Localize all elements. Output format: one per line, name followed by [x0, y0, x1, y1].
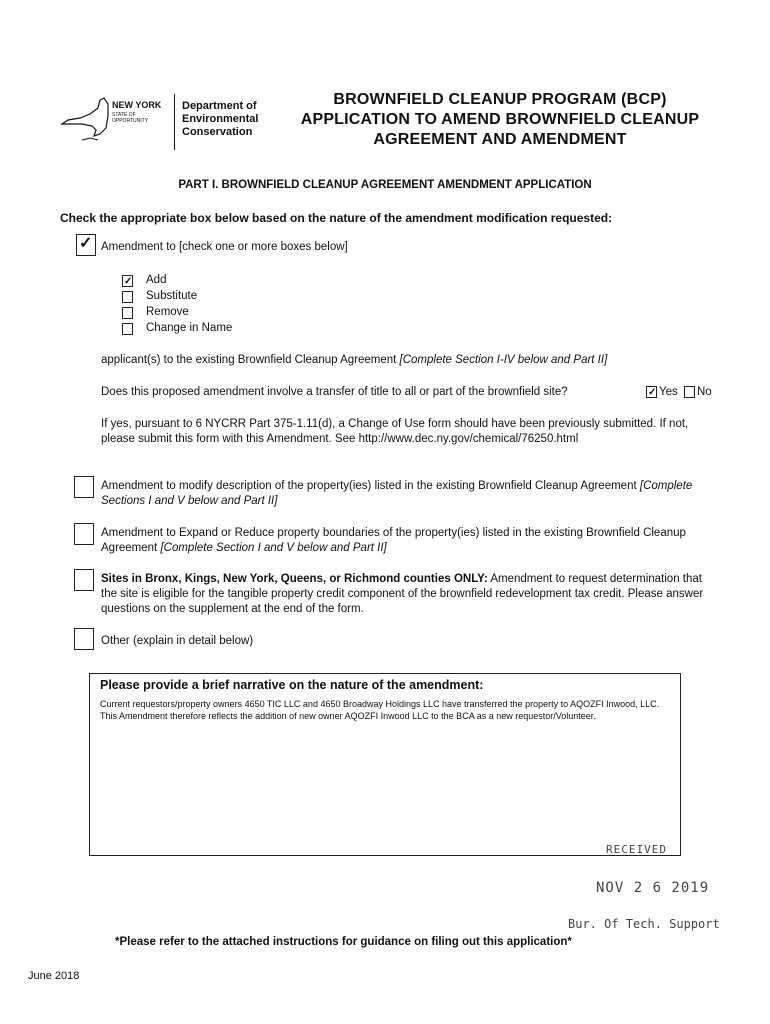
modify-description-text: Amendment to modify description of the property(ies) listed in the existing Brownfield Cleanup Agreement [Complete Sections I and V below and Part II]	[101, 480, 693, 507]
other-checkbox[interactable]	[74, 628, 94, 650]
logo-divider	[174, 94, 175, 150]
applicant-text: applicant(s) to the existing Brownfield Cleanup Agreement [Complete Section I-IV below and Part II]	[101, 354, 608, 366]
counties-text: Sites in Bronx, Kings, New York, Queens, or Richmond counties ONLY: Amendment to request determination that the site is eligible for the tangible property credit component of the brownfield redevelopment tax credit. Please answer questions on the supplement at the end of the form.	[101, 573, 704, 615]
option-substitute-checkbox[interactable]	[122, 291, 133, 303]
logo-state-name: NEW YORK	[112, 100, 162, 110]
footnote: *Please refer to the attached instructions for guidance on filing out this application*	[115, 936, 572, 948]
expand-reduce-text: Amendment to Expand or Reduce property boundaries of the property(ies) listed in the existing Brownfield Cleanup Agreement [Complete Section I and V below and Part II]	[101, 527, 686, 554]
received-stamp: RECEIVED	[606, 843, 667, 856]
revision-date: June 2018	[28, 970, 80, 982]
transfer-no-label: No	[697, 386, 712, 398]
option-change-name-label: Change in Name	[146, 322, 233, 334]
received-date-stamp: NOV 2 6 2019	[596, 880, 710, 896]
modify-description-checkbox[interactable]	[74, 476, 94, 498]
option-change-name-checkbox[interactable]	[122, 323, 133, 335]
transfer-yes-label: Yes	[659, 386, 678, 398]
counties-checkbox[interactable]	[74, 569, 94, 591]
logo-department-name: Department of Environmental Conservation	[182, 100, 259, 138]
form-title: BROWNFIELD CLEANUP PROGRAM (BCP) APPLICATION TO AMEND BROWNFIELD CLEANUP AGREEMENT AND AMENDMENT	[300, 91, 700, 148]
option-add-label: Add	[146, 274, 167, 286]
transfer-no-checkbox[interactable]	[684, 386, 695, 398]
transfer-yes-checkbox[interactable]	[646, 386, 657, 398]
checkmark-icon: ✓	[79, 235, 93, 252]
instructions-text: Check the appropriate box below based on the nature of the amendment modification requested:	[60, 211, 613, 225]
checkmark-icon: ✓	[124, 276, 133, 287]
amendment-to-checkbox[interactable]	[76, 234, 96, 256]
checkmark-icon: ✓	[648, 387, 657, 398]
new-york-state-outline-icon	[60, 94, 112, 146]
logo-state-subtitle: STATE OF OPPORTUNITY	[112, 112, 149, 124]
other-label: Other (explain in detail below)	[101, 635, 254, 647]
expand-reduce-checkbox[interactable]	[74, 523, 94, 545]
part-heading: PART I. BROWNFIELD CLEANUP AGREEMENT AMENDMENT APPLICATION	[178, 179, 592, 191]
narrative-box[interactable]	[89, 673, 681, 856]
amendment-to-label: Amendment to [check one or more boxes below]	[101, 241, 348, 253]
narrative-body: Current requestors/property owners 4650 TIC LLC and 4650 Broadway Holdings LLC have transferred the property to AQOZFI Inwood, LLC. This Amendment therefore reflects the addition of new owner AQOZFI Inwood LLC to the BCA as a new requestor/Volunteer.	[100, 699, 660, 721]
narrative-title: Please provide a brief narrative on the nature of the amendment:	[100, 678, 484, 692]
nys-dec-logo	[60, 92, 280, 152]
option-remove-label: Remove	[146, 306, 189, 318]
option-substitute-label: Substitute	[146, 290, 198, 302]
transfer-question: Does this proposed amendment involve a transfer of title to all or part of the brownfield site?	[101, 386, 568, 398]
office-stamp: Bur. Of Tech. Support	[568, 917, 720, 931]
option-add-checkbox[interactable]	[122, 275, 133, 287]
option-remove-checkbox[interactable]	[122, 307, 133, 319]
if-yes-text: If yes, pursuant to 6 NYCRR Part 375-1.11(d), a Change of Use form should have been previously submitted. If not, please submit this form with this Amendment. See http://www.dec.ny.gov/chemical/76250.html	[101, 418, 689, 445]
